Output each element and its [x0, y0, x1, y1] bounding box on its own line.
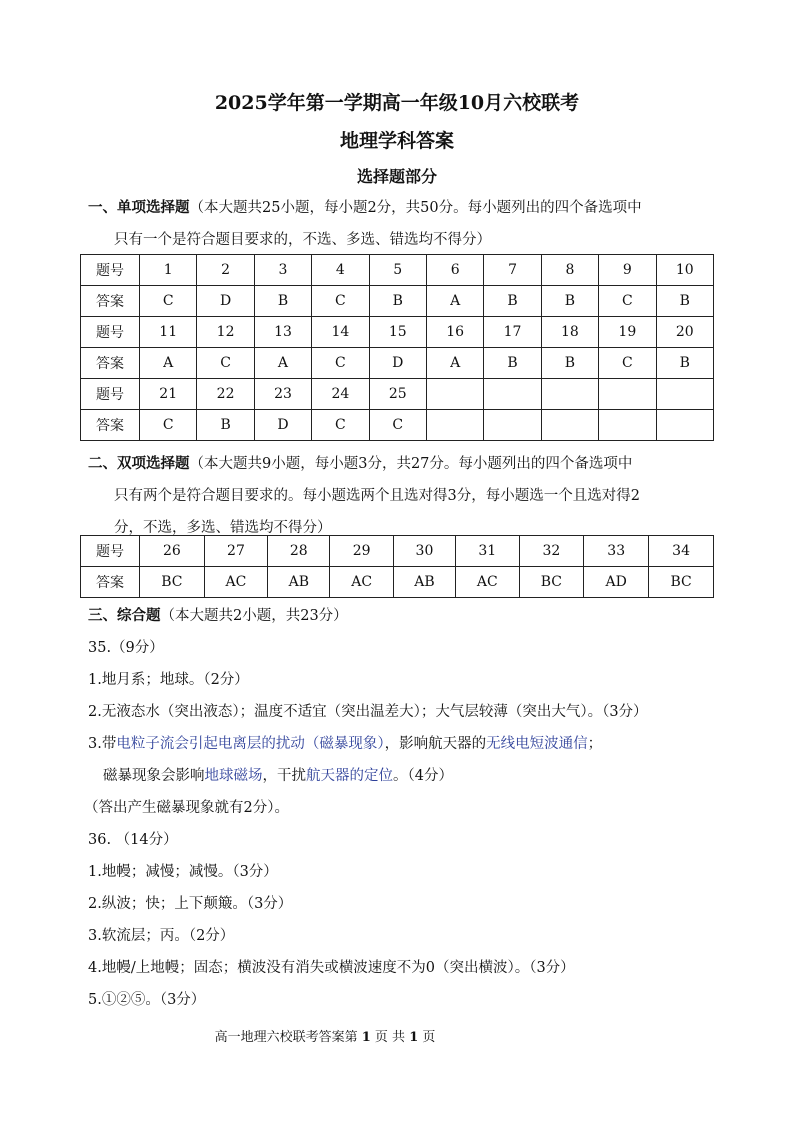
table-cell: 15: [369, 317, 426, 348]
part2-desc-line3: 分，不选，多选、错选均不得分）: [114, 520, 332, 536]
table-cell: B: [541, 286, 598, 317]
q35-a3-highlight-1: 电粒子流会引起电离层的扰动（磁暴现象）: [116, 736, 385, 752]
table-cell: 7: [484, 255, 541, 286]
row-label: 答案: [81, 286, 140, 317]
part3-description: [88, 604, 348, 625]
table-cell: B: [484, 348, 541, 379]
table-cell: A: [426, 286, 483, 317]
q35-a3-text-1: 3.带: [88, 736, 117, 752]
double-choice-answer-table: [80, 535, 714, 598]
q35-a3b-text-1: 磁暴现象会影响: [103, 768, 205, 784]
part1-heading: 一、单项选择题: [88, 199, 190, 216]
table-cell: [656, 410, 713, 441]
table-cell: [484, 379, 541, 410]
part1-desc-line2: 只有一个是符合题目要求的，不选、多选、错选均不得分）: [114, 232, 491, 248]
table-cell: BC: [649, 567, 714, 598]
table-cell: 26: [140, 536, 205, 567]
table-cell: C: [140, 410, 197, 441]
q35-a3-text-3: ；: [587, 736, 603, 752]
table-cell: 22: [197, 379, 254, 410]
q35-title: 35.（9分）: [88, 640, 164, 656]
q35-a3b-highlight-2: 航天器的定位: [306, 768, 393, 784]
table-cell: 34: [649, 536, 714, 567]
table-cell: 28: [268, 536, 330, 567]
table-cell: 27: [204, 536, 267, 567]
table-cell: C: [140, 286, 197, 317]
table-cell: 11: [140, 317, 197, 348]
table-cell: 10: [656, 255, 713, 286]
part2-desc-line1: （本大题共9小题，每小题3分，共27分。每小题列出的四个备选项中: [189, 456, 633, 472]
single-choice-answer-table: [80, 254, 714, 441]
q35-answer-2: 2.无液态水（突出液态）；温度不适宜（突出温差大）；大气层较薄（突出大气）。（3分）: [88, 704, 648, 720]
row-label: 题号: [81, 379, 140, 410]
table-cell: [599, 379, 656, 410]
table-cell: B: [541, 348, 598, 379]
part2-desc-line2: 只有两个是符合题目要求的。每小题选两个且选对得3分，每小题选一个且选对得2: [114, 488, 640, 504]
table-cell: 24: [312, 379, 369, 410]
table-cell: 6: [426, 255, 483, 286]
page-footer: [0, 1026, 650, 1045]
footer-text-1: 高一地理六校联考答案第: [214, 1030, 362, 1045]
q35-a3b-highlight-1: 地球磁场: [204, 768, 263, 784]
q36-answer-3: 3.软流层；丙。（2分）: [88, 928, 235, 944]
q36-answer-5: 5.①②⑤。（3分）: [88, 992, 206, 1008]
q36-title: 36. （14分）: [88, 832, 178, 848]
table-cell: 25: [369, 379, 426, 410]
table-cell: 5: [369, 255, 426, 286]
table-cell: [426, 379, 483, 410]
table-cell: 9: [599, 255, 656, 286]
table-cell: 18: [541, 317, 598, 348]
document-title: 2025学年第一学期高一年级10月六校联考: [214, 92, 580, 114]
table-cell: AB: [268, 567, 330, 598]
part3-desc: （本大题共2小题，共23分）: [160, 608, 348, 624]
q36-answer-1: 1.地幔；减慢；减慢。（3分）: [88, 864, 278, 880]
table-cell: BC: [140, 567, 205, 598]
q35-a3-text-2: ，影响航天器的: [384, 736, 487, 752]
table-cell: A: [254, 348, 311, 379]
row-label: 题号: [81, 536, 140, 567]
table-cell: AC: [330, 567, 393, 598]
part2-row: [81, 567, 714, 598]
footer-text-2: 页 共: [370, 1030, 410, 1045]
q36-answer-4: 4.地幔/上地幔；固态；横波没有消失或横波速度不为0（突出横波）。（3分）: [88, 960, 575, 976]
footer-page-number: 1: [361, 1030, 371, 1045]
table-cell: B: [254, 286, 311, 317]
row-label: 答案: [81, 567, 140, 598]
table-cell: C: [599, 348, 656, 379]
table-cell: 13: [254, 317, 311, 348]
table-cell: [484, 410, 541, 441]
part1-row: [81, 348, 714, 379]
part1-desc-line1: （本大题共25小题，每小题2分，共50分。每小题列出的四个备选项中: [189, 200, 642, 216]
q36-answer-2: 2.纵波；快；上下颠簸。（3分）: [88, 896, 293, 912]
table-cell: 30: [393, 536, 455, 567]
q35-a3b-text-2: ，干扰: [262, 768, 306, 784]
part1-description: [88, 192, 728, 256]
row-label: 题号: [81, 317, 140, 348]
table-cell: 14: [312, 317, 369, 348]
table-cell: 17: [484, 317, 541, 348]
row-label: 答案: [81, 410, 140, 441]
table-cell: A: [140, 348, 197, 379]
footer-total-pages: 1: [409, 1030, 419, 1045]
q35-answer-1: 1.地月系；地球。（2分）: [88, 672, 249, 688]
part2-row: [81, 536, 714, 567]
part2-heading: 二、双项选择题: [88, 455, 190, 472]
q35-note: （答出产生磁暴现象就有2分）。: [84, 800, 289, 816]
table-cell: B: [656, 348, 713, 379]
table-cell: 21: [140, 379, 197, 410]
table-cell: 20: [656, 317, 713, 348]
part1-row: [81, 286, 714, 317]
table-cell: 4: [312, 255, 369, 286]
table-cell: [426, 410, 483, 441]
table-cell: 33: [584, 536, 649, 567]
table-cell: 16: [426, 317, 483, 348]
row-label: 题号: [81, 255, 140, 286]
part2-description: [88, 448, 728, 544]
table-cell: 2: [197, 255, 254, 286]
footer-text-3: 页: [418, 1030, 436, 1045]
part3-heading: 三、综合题: [88, 607, 161, 624]
table-cell: AB: [393, 567, 455, 598]
table-cell: 3: [254, 255, 311, 286]
q35-a3b-text-3: 。（4分）: [393, 768, 453, 784]
row-label: 答案: [81, 348, 140, 379]
table-cell: 1: [140, 255, 197, 286]
table-cell: 8: [541, 255, 598, 286]
table-cell: C: [312, 286, 369, 317]
table-cell: C: [369, 410, 426, 441]
table-cell: B: [369, 286, 426, 317]
table-cell: D: [254, 410, 311, 441]
section-title: 选择题部分: [356, 167, 437, 186]
document-subtitle: 地理学科答案: [339, 130, 454, 152]
part1-row: [81, 255, 714, 286]
table-cell: [541, 379, 598, 410]
table-cell: [656, 379, 713, 410]
table-cell: A: [426, 348, 483, 379]
q35-answer-3: [88, 732, 602, 753]
table-cell: AD: [584, 567, 649, 598]
table-cell: 23: [254, 379, 311, 410]
table-cell: B: [656, 286, 713, 317]
table-cell: 31: [456, 536, 519, 567]
table-cell: C: [197, 348, 254, 379]
table-cell: AC: [204, 567, 267, 598]
q35-answer-3-continued: [103, 764, 453, 785]
table-cell: D: [369, 348, 426, 379]
table-cell: D: [197, 286, 254, 317]
part1-row: [81, 410, 714, 441]
table-cell: 12: [197, 317, 254, 348]
table-cell: C: [312, 348, 369, 379]
q35-a3-highlight-2: 无线电短波通信: [486, 736, 588, 752]
table-cell: B: [197, 410, 254, 441]
table-cell: C: [312, 410, 369, 441]
table-cell: 29: [330, 536, 393, 567]
table-cell: [541, 410, 598, 441]
table-cell: 19: [599, 317, 656, 348]
table-cell: [599, 410, 656, 441]
table-cell: AC: [456, 567, 519, 598]
table-cell: 32: [519, 536, 584, 567]
part1-row: [81, 379, 714, 410]
table-cell: C: [599, 286, 656, 317]
part1-row: [81, 317, 714, 348]
table-cell: BC: [519, 567, 584, 598]
table-cell: B: [484, 286, 541, 317]
